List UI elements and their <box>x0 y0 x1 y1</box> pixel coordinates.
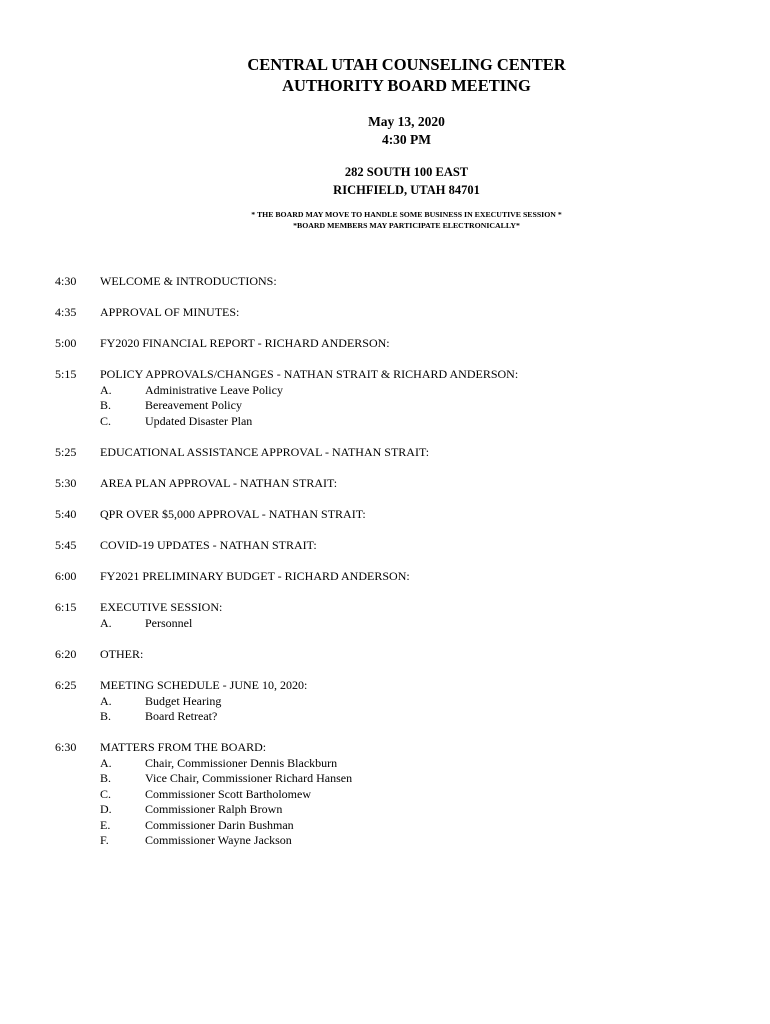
agenda-subitem <box>55 694 735 710</box>
agenda-item-time: 5:40 <box>55 507 77 522</box>
agenda-item-time: 4:35 <box>55 305 77 320</box>
address-line-2: RICHFIELD, UTAH 84701 <box>333 183 480 197</box>
agenda-item-time: 5:00 <box>55 336 77 351</box>
agenda-subitem <box>55 756 735 772</box>
agenda-subitem-letter: A. <box>100 755 112 770</box>
meeting-date: May 13, 2020 <box>368 114 445 129</box>
agenda-subitem-letter: B. <box>100 709 112 724</box>
address-line-1: 282 SOUTH 100 EAST <box>344 165 469 179</box>
agenda-subitem-letter: C. <box>100 413 112 428</box>
agenda-subitem <box>55 818 735 834</box>
document-header <box>0 54 770 231</box>
agenda-item-title: WELCOME & INTRODUCTIONS: <box>100 274 277 288</box>
agenda-item-title: EDUCATIONAL ASSISTANCE APPROVAL - NATHAN STRAIT: <box>100 444 430 459</box>
agenda-item <box>55 678 735 725</box>
electronic-participation-note: *BOARD MEMBERS MAY PARTICIPATE ELECTRONICALLY* <box>293 221 520 230</box>
agenda-item <box>55 538 735 554</box>
agenda-item-time: 6:00 <box>55 569 77 584</box>
agenda-subitem-letter: F. <box>100 833 109 848</box>
agenda-item-title: FY2021 PRELIMINARY BUDGET - RICHARD ANDERSON: <box>100 569 410 584</box>
meeting-time: 4:30 PM <box>381 132 432 147</box>
agenda-subitem <box>55 787 735 803</box>
agenda-item-title: COVID-19 UPDATES - NATHAN STRAIT: <box>100 538 317 553</box>
agenda-subitem-text: Bereavement Policy <box>145 398 242 413</box>
agenda-item-row <box>55 445 735 461</box>
agenda-item-title: FY2020 FINANCIAL REPORT - RICHARD ANDERSON: <box>100 336 390 351</box>
agenda-item-time: 6:20 <box>55 646 77 661</box>
agenda-item-row <box>55 476 735 492</box>
agenda-item-time: 6:30 <box>55 740 77 755</box>
meeting-address <box>43 163 770 199</box>
agenda-item-title: APPROVAL OF MINUTES: <box>100 305 240 320</box>
agenda-item-title: POLICY APPROVALS/CHANGES - NATHAN STRAIT & RICHARD ANDERSON: <box>100 367 519 382</box>
agenda-subitem <box>55 616 735 632</box>
agenda-subitem-letter: C. <box>100 786 112 801</box>
agenda-item-title: OTHER: <box>100 646 144 661</box>
agenda-subitem-text: Updated Disaster Plan <box>145 413 253 428</box>
agenda-item <box>55 600 735 631</box>
agenda-item-row <box>55 600 735 616</box>
agenda-item-title: MEETING SCHEDULE - JUNE 10, 2020: <box>100 678 308 693</box>
agenda-item-row <box>55 740 735 756</box>
agenda-item-time: 5:25 <box>55 444 77 459</box>
agenda-subitem-letter: A. <box>100 693 112 708</box>
agenda-item-row <box>55 647 735 663</box>
agenda-subitem-text: Commissioner Ralph Brown <box>145 802 283 817</box>
agenda-list <box>55 274 735 864</box>
agenda-item-time: 5:30 <box>55 475 77 490</box>
agenda-subitem-text: Vice Chair, Commissioner Richard Hansen <box>145 771 353 786</box>
agenda-subitem-letter: E. <box>100 817 111 832</box>
document-title <box>43 54 770 96</box>
agenda-item <box>55 445 735 461</box>
agenda-item-row <box>55 538 735 554</box>
agenda-item-row <box>55 507 735 523</box>
title-line-1: CENTRAL UTAH COUNSELING CENTER <box>247 55 566 74</box>
agenda-item <box>55 647 735 663</box>
agenda-item-title: AREA PLAN APPROVAL - NATHAN STRAIT: <box>100 475 338 490</box>
agenda-item-time: 4:30 <box>55 274 77 288</box>
agenda-item-title: MATTERS FROM THE BOARD: <box>100 740 267 755</box>
agenda-subitem-letter: A. <box>100 615 112 630</box>
agenda-item-row <box>55 305 735 321</box>
agenda-subitem-letter: A. <box>100 382 112 397</box>
agenda-item-row <box>55 274 735 290</box>
agenda-item <box>55 336 735 352</box>
title-line-2: AUTHORITY BOARD MEETING <box>282 76 531 95</box>
agenda-subitem-text: Personnel <box>145 615 193 630</box>
agenda-subitem <box>55 771 735 787</box>
executive-session-note: * THE BOARD MAY MOVE TO HANDLE SOME BUSINESS IN EXECUTIVE SESSION * <box>251 210 562 219</box>
agenda-item-time: 5:15 <box>55 367 77 382</box>
agenda-item <box>55 476 735 492</box>
agenda-item <box>55 507 735 523</box>
agenda-subitem <box>55 383 735 399</box>
agenda-item-title: EXECUTIVE SESSION: <box>100 600 223 615</box>
agenda-subitem <box>55 398 735 414</box>
agenda-subitem <box>55 414 735 430</box>
agenda-item-time: 5:45 <box>55 538 77 553</box>
meeting-notes <box>43 209 770 231</box>
agenda-item-time: 6:25 <box>55 678 77 693</box>
agenda-subitem <box>55 802 735 818</box>
agenda-subitem-text: Budget Hearing <box>145 693 222 708</box>
agenda-item-row <box>55 367 735 383</box>
agenda-item-row <box>55 569 735 585</box>
agenda-item <box>55 569 735 585</box>
agenda-item-title: QPR OVER $5,000 APPROVAL - NATHAN STRAIT: <box>100 507 366 522</box>
agenda-subitem-letter: D. <box>100 802 112 817</box>
agenda-subitem-letter: B. <box>100 771 112 786</box>
agenda-subitem <box>55 709 735 725</box>
agenda-subitem-text: Commissioner Darin Bushman <box>145 817 294 832</box>
meeting-date-time <box>43 113 770 149</box>
agenda-subitem-text: Chair, Commissioner Dennis Blackburn <box>145 755 338 770</box>
agenda-item-time: 6:15 <box>55 600 77 615</box>
agenda-subitem-text: Commissioner Scott Bartholomew <box>145 786 311 801</box>
agenda-item-row <box>55 678 735 694</box>
agenda-subitem-text: Board Retreat? <box>145 709 218 724</box>
agenda-item <box>55 740 735 849</box>
agenda-subitem <box>55 833 735 849</box>
agenda-item <box>55 305 735 321</box>
agenda-subitem-text: Commissioner Wayne Jackson <box>145 833 292 848</box>
agenda-item-row <box>55 336 735 352</box>
agenda-subitem-letter: B. <box>100 398 112 413</box>
agenda-item <box>55 367 735 429</box>
agenda-item <box>55 274 735 290</box>
agenda-subitem-text: Administrative Leave Policy <box>145 382 283 397</box>
